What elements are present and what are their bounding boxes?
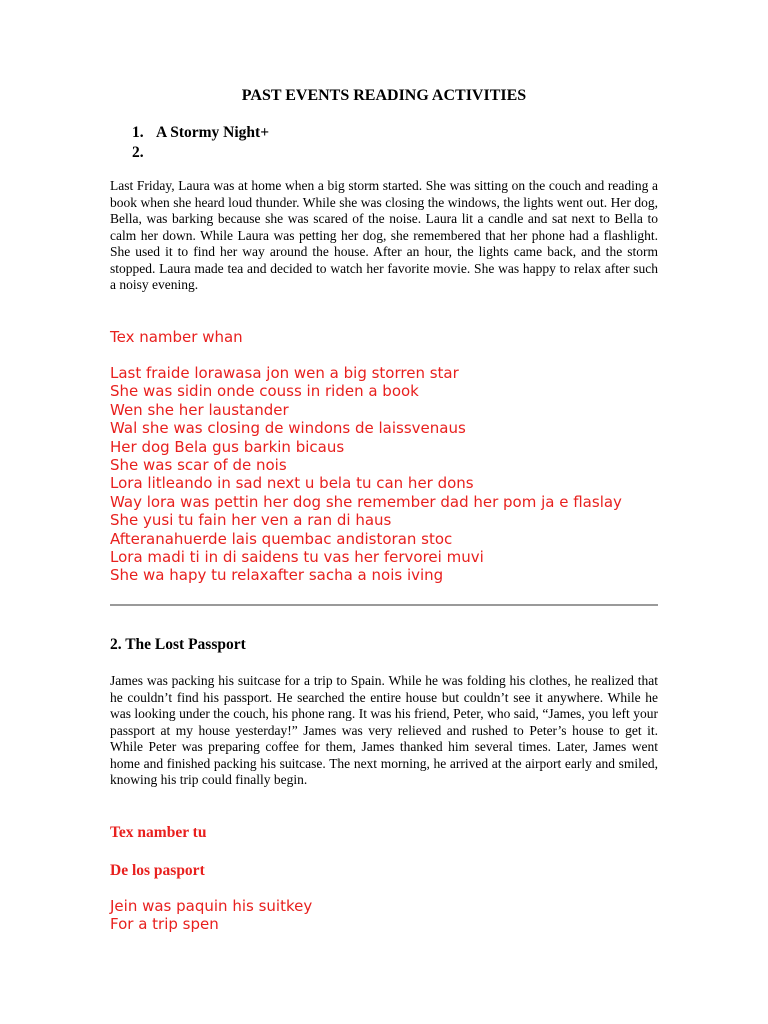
story2-subtitle: De los pasport [110, 862, 205, 879]
activity-list [132, 123, 269, 163]
horizontal-divider [110, 604, 658, 606]
list-item [132, 123, 269, 143]
transcription-line: For a trip spen [110, 915, 219, 934]
story1-paragraph: Last Friday, Laura was at home when a big storm started. She was sitting on the couch and reading a book when she heard loud thunder. While she was closing the windows, the lights went out. Her dog, Bella, was barking because she was scared of the noise. Laura lit a candle and sat next to Bella to calm her down. While Laura was petting her dog, she remembered that her phone had a flashlight. She used it to find her way around the house. After an hour, the lights came back, and the storm stopped. Laura made tea and decided to watch her favorite movie. She was happy to relax after such a noisy evening. [110, 178, 658, 292]
transcription-line: Wal she was closing de windons de laissvenaus [110, 419, 466, 438]
story2-paragraph: James was packing his suitcase for a trip to Spain. While he was folding his clothes, he realized that he couldn’t find his passport. He searched the entire house but couldn’t see it anywhere. While he was looking under the couch, his phone rang. It was his friend, Peter, who said, “James, you left your passport at my house yesterday!” James was very relieved and rushed to Peter’s house to get it. While Peter was preparing coffee for them, James thanked him several times. Later, James went home and finished packing his suitcase. The next morning, he arrived at the airport early and smiled, knowing his trip could finally begin. [110, 673, 658, 787]
list-item-text: A Stormy Night+ [156, 124, 270, 141]
transcription-line: Afteranahuerde lais quembac andistoran stoc [110, 529, 453, 548]
story2-transcription [110, 897, 312, 934]
story1-transcription [110, 364, 660, 585]
story2-label: Tex namber tu [110, 824, 207, 841]
transcription-line: She was sidin onde couss in riden a book [110, 382, 419, 401]
story2-heading: 2. The Lost Passport [110, 636, 246, 653]
transcription-line: Lora litleando in sad next u bela tu can her dons [110, 474, 474, 493]
list-item [132, 143, 269, 163]
transcription-line: She was scar of de nois [110, 456, 287, 475]
list-item-number: 2. [132, 144, 144, 161]
transcription-line: Wen she her laustander [110, 400, 289, 419]
transcription-line: Way lora was pettin her dog she remember dad her pom ja e flaslay [110, 492, 622, 511]
list-item-number: 1. [132, 124, 144, 141]
transcription-line: She wa hapy tu relaxafter sacha a nois iving [110, 566, 444, 585]
story1-label: Tex namber whan [110, 328, 243, 346]
transcription-line: Lora madi ti in di saidens tu vas her fervorei muvi [110, 548, 484, 567]
transcription-line: She yusi tu fain her ven a ran di haus [110, 511, 392, 530]
transcription-line: Last fraide lorawasa jon wen a big storren star [110, 364, 459, 382]
page-title: PAST EVENTS READING ACTIVITIES [241, 87, 527, 104]
transcription-line: Jein was paquin his suitkey [110, 897, 313, 915]
transcription-line: Her dog Bela gus barkin bicaus [110, 437, 345, 456]
